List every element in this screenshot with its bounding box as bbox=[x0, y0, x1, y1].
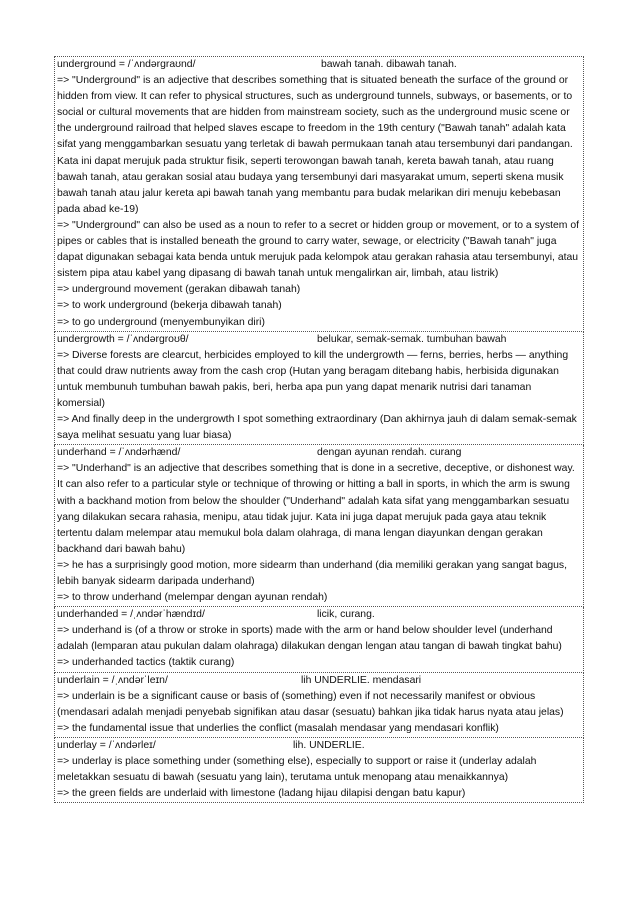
headword: undergrowth = /ˈʌndərɡroʊθ/ bbox=[57, 333, 189, 345]
entry-headline bbox=[57, 332, 582, 348]
headword: underlay = /ˈʌndərleɪ/ bbox=[57, 739, 156, 751]
definition-line: => "Underhand" is an adjective that describes something that is done in a secretive, deceptive, or dishonest way. It can also refer to a particular style or technique of throwing or hitting a ball in sports, in which the arm is swung with a backhand motion from below the shoulder ("Underhand" adalah kata sifat yang menggambarkan sesuatu yang dilakukan secara rahasia, menipu, atau tidak jujur. Kata ini juga dapat merujuk pada gaya atau teknik tertentu dalam melempar atau memukul bola dalam olahraga, di mana lengan diayunkan dengan gerakan backhand dari bawah bahu) bbox=[57, 463, 575, 555]
entry-headline bbox=[57, 673, 582, 689]
example-line: => the fundamental issue that underlies the conflict (masalah mendasar yang mendasari konflik) bbox=[57, 722, 499, 734]
meaning: bawah tanah. dibawah tanah. bbox=[321, 59, 457, 70]
entry-underhand bbox=[54, 445, 584, 607]
example-line: => underhanded tactics (taktik curang) bbox=[57, 657, 235, 669]
headword: underlain = /ˌʌndərˈleɪn/ bbox=[57, 674, 168, 686]
entry-underground bbox=[54, 57, 584, 332]
entry-headline bbox=[57, 445, 582, 461]
example-line: => he has a surprisingly good motion, more sidearm than underhand (dia memiliki gerakan yang sangat bagus, lebih banyak sidearm daripada underhand) bbox=[57, 559, 568, 587]
meaning: lih UNDERLIE. mendasari bbox=[301, 674, 422, 686]
entry-undergrowth bbox=[54, 332, 584, 446]
definition-line: => "Underground" can also be used as a noun to refer to a secret or hidden group or movement, or to a system of pipes or cables that is installed beneath the ground to carry water, sewage, or electricity ("Bawah tanah" juga dapat digunakan sebagai kata benda untuk merujuk pada kelompok atau gerakan rahasia atau tersembunyi, atau sistem pipa atau kabel yang dipasang di bawah tanah untuk mengalirkan air, limbah, atau listrik) bbox=[57, 219, 580, 280]
entry-underlay bbox=[54, 738, 584, 803]
headword: underhanded = /ˌʌndərˈhændɪd/ bbox=[57, 609, 205, 621]
meaning: belukar, semak-semak. tumbuhan bawah bbox=[317, 333, 507, 345]
meaning: licik, curang. bbox=[317, 609, 375, 621]
headword: underground = /ˈʌndərɡraʊnd/ bbox=[57, 59, 196, 70]
entry-headline bbox=[57, 738, 582, 754]
example-line: => the green fields are underlaid with limestone (ladang hijau dilapisi dengan batu kapur) bbox=[57, 788, 466, 800]
example-line: => underground movement (gerakan dibawah tanah) bbox=[57, 284, 301, 296]
example-line: => to go underground (menyembunyikan diri) bbox=[57, 316, 265, 328]
entry-headline bbox=[57, 607, 582, 623]
meaning: lih. UNDERLIE. bbox=[293, 739, 365, 751]
definition-line: => "Underground" is an adjective that describes something that is situated beneath the surface of the ground or hidden from view. It can refer to physical structures, such as underground tunnels, subways, or basements, or to social or cultural movements that are hidden from mainstream society, such as the underground music scene or the underground railroad that helped slaves escape to freedom in the 19th century ("Bawah tanah" adalah kata sifat yang menggambarkan sesuatu yang terletak di bawah permukaan tanah atau tersembunyi dari pandangan. Kata ini dapat merujuk pada struktur fisik, seperti terowongan bawah tanah, kereta bawah tanah, atau ruang bawah tanah, atau gerakan sosial atau budaya yang tersembunyi dari masyarakat umum, seperti skena musik bawah tanah atau jalur kereta api bawah tanah yang membantu para budak melarikan diri menuju kebebasan pada abad ke-19) bbox=[57, 75, 573, 215]
example-line: => to throw underhand (melempar dengan ayunan rendah) bbox=[57, 592, 328, 604]
definition-line: => underhand is (of a throw or stroke in sports) made with the arm or hand below shoulder level (underhand adalah (lemparan atau pukulan dalam olahraga) dilakukan dengan lengan atau tangan di bawah tingkat bahu) bbox=[57, 625, 562, 653]
definition-line: => underlay is place something under (something else), especially to support or raise it (underlay adalah meletakkan sesuatu di bawah (sesuatu yang lain), terutama untuk menopang atau menaikkannya) bbox=[57, 756, 537, 784]
entry-underlain bbox=[54, 673, 584, 738]
meaning: dengan ayunan rendah. curang bbox=[317, 447, 462, 459]
entry-underhanded bbox=[54, 607, 584, 672]
example-line: => to work underground (bekerja dibawah tanah) bbox=[57, 300, 282, 312]
dictionary-sheet bbox=[54, 56, 584, 803]
definition-line: => underlain is be a significant cause or basis of (something) even if not necessarily manifest or obvious (mendasari adalah menjadi penyebab signifikan atau dasar (sesuatu) bahkan jika tidak harus nyata atau jelas) bbox=[57, 690, 564, 718]
headword: underhand = /ˈʌndərhænd/ bbox=[57, 447, 181, 459]
example-line: => And finally deep in the undergrowth I spot something extraordinary (Dan akhirnya jauh di dalam semak-semak saya melihat sesuatu yang luar biasa) bbox=[57, 414, 577, 442]
entry-headline bbox=[57, 57, 582, 73]
definition-line: => Diverse forests are clearcut, herbicides employed to kill the undergrowth — ferns, berries, herbs — anything that could draw nutrients away from the cash crop (Hutan yang beragam ditebang habis, herbisida digunakan untuk membunuh tumbuhan bawah pakis, beri, herba apa pun yang dapat menarik nutrisi dari tanaman komersial) bbox=[57, 349, 569, 409]
